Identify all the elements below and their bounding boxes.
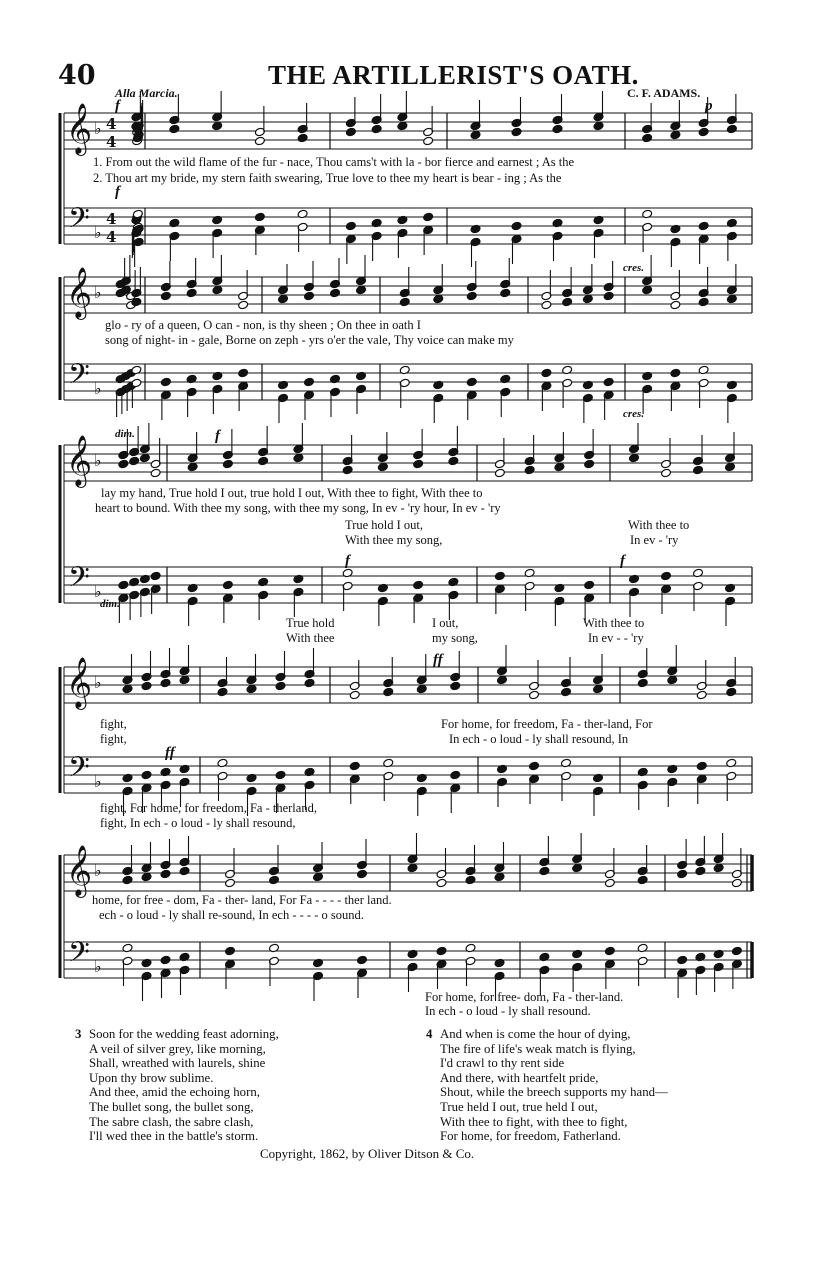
lyrics-bass-line6: In ev - - 'ry bbox=[588, 631, 644, 645]
note-head bbox=[217, 687, 228, 697]
lyrics-bass-line1: True hold bbox=[286, 616, 335, 630]
verse-4-number: 4 bbox=[426, 1027, 433, 1041]
time-signature: 4 bbox=[106, 115, 117, 133]
dynamic-dim: dim. bbox=[115, 428, 135, 440]
note-head bbox=[141, 770, 152, 780]
verse-4-block bbox=[426, 1027, 668, 1144]
note-head bbox=[554, 462, 565, 472]
note-head bbox=[345, 221, 356, 231]
note-head bbox=[269, 875, 280, 885]
note-head bbox=[139, 453, 150, 463]
lyrics-bass-s4-line1: fight, For home, for freedom, Fa - therland, bbox=[100, 801, 317, 815]
note-head bbox=[238, 368, 249, 378]
dynamic-forte: f bbox=[620, 553, 625, 569]
note-head bbox=[670, 300, 681, 310]
note-head bbox=[275, 770, 286, 780]
note-head bbox=[731, 946, 742, 956]
note-head bbox=[304, 291, 315, 301]
lyrics-verse1-system5: home, for free - dom, Fa - ther- land, For Fa - - - - ther land. bbox=[92, 893, 392, 907]
dynamic-dim: dim. bbox=[100, 598, 120, 610]
note-head bbox=[450, 681, 461, 691]
note-head bbox=[494, 468, 505, 478]
lyrics-verse1-system2: glo - ry of a queen, O can - non, is thy sheen ; On thee in oath I bbox=[105, 318, 421, 332]
note-head bbox=[222, 459, 233, 469]
dynamic-fortissimo: ff bbox=[433, 652, 443, 668]
note-head bbox=[604, 946, 615, 956]
note-head bbox=[423, 212, 434, 222]
treble-clef-icon: 𝄞 bbox=[66, 845, 93, 896]
note-head bbox=[552, 124, 563, 134]
dynamic-piano: p bbox=[705, 98, 713, 114]
dynamic-forte: f bbox=[345, 553, 350, 569]
note-head bbox=[584, 580, 595, 590]
note-head bbox=[186, 288, 197, 298]
note-head bbox=[342, 465, 353, 475]
verse-line: And there, with heartfelt pride, bbox=[440, 1070, 599, 1085]
note-head bbox=[562, 297, 573, 307]
verse-line: And thee, amid the echoing horn, bbox=[89, 1085, 260, 1100]
note-head bbox=[500, 288, 511, 298]
verse-line: The fire of life's weak match is flying, bbox=[440, 1041, 636, 1056]
note-head bbox=[238, 300, 249, 310]
note-head bbox=[593, 684, 604, 694]
verse-line: And when is come the hour of dying, bbox=[440, 1027, 631, 1041]
note-head bbox=[297, 133, 308, 143]
verse-line: Upon thy brow sublime. bbox=[89, 1070, 214, 1085]
note-head bbox=[698, 221, 709, 231]
flat-sign-icon: ♭ bbox=[94, 957, 102, 976]
note-head bbox=[179, 675, 190, 685]
note-head bbox=[293, 453, 304, 463]
tempo-marking: Alla Marcia. bbox=[115, 86, 178, 100]
lyrics-verse1-system3: lay my hand, True hold I out, true hold I out, With thee to fight, With thee to bbox=[101, 486, 483, 500]
note-head bbox=[494, 872, 505, 882]
note-head bbox=[731, 878, 742, 888]
note-head bbox=[604, 878, 615, 888]
note-head bbox=[466, 291, 477, 301]
verse-3-block bbox=[75, 1027, 279, 1144]
bass-clef-icon: 𝄢 bbox=[68, 936, 90, 976]
treble-clef-icon: 𝄞 bbox=[66, 435, 93, 486]
verse-line: The sabre clash, the sabre clash, bbox=[89, 1114, 254, 1129]
note-head bbox=[661, 468, 672, 478]
note-head bbox=[160, 377, 171, 387]
verse-line: Shall, wreathed with laurels, shine bbox=[89, 1056, 266, 1071]
note-head bbox=[122, 684, 133, 694]
bass-clef-icon: 𝄢 bbox=[68, 561, 90, 601]
note-head bbox=[357, 955, 368, 965]
note-head bbox=[642, 133, 653, 143]
lyrics-upper-fight1: fight, bbox=[100, 717, 127, 731]
note-head bbox=[160, 678, 171, 688]
verse-3-lines bbox=[89, 1027, 279, 1144]
lyrics-alto-line3: With thee to bbox=[628, 518, 690, 532]
note-head bbox=[330, 288, 341, 298]
note-head bbox=[511, 221, 522, 231]
lyrics-verse2-system5: ech - o loud - ly shall re-sound, In ech - - - - o sound. bbox=[99, 908, 364, 922]
verse-line: With thee to fight, with thee to fight, bbox=[440, 1114, 628, 1129]
note-head bbox=[423, 136, 434, 146]
note-head bbox=[413, 459, 424, 469]
note-head bbox=[725, 462, 736, 472]
note-head bbox=[222, 580, 233, 590]
treble-clef-icon: 𝄞 bbox=[66, 103, 93, 154]
flat-sign-icon: ♭ bbox=[94, 673, 102, 692]
dynamic-cres: cres. bbox=[623, 408, 645, 420]
note-head bbox=[670, 130, 681, 140]
lyrics-upper-fight2: fight, bbox=[100, 732, 127, 746]
note-head bbox=[377, 462, 388, 472]
note-head bbox=[212, 285, 223, 295]
lyrics-soprano-line2: In ech - o loud - ly shall resound, In bbox=[449, 732, 629, 746]
note-head bbox=[246, 684, 257, 694]
dynamic-forte: f bbox=[115, 184, 120, 200]
note-head bbox=[695, 866, 706, 876]
note-head bbox=[397, 121, 408, 131]
note-head bbox=[637, 678, 648, 688]
page-number: 40 bbox=[58, 60, 96, 91]
lyrics-alto-line2: With thee my song, bbox=[345, 533, 443, 547]
note-head bbox=[529, 761, 540, 771]
note-head bbox=[179, 866, 190, 876]
note-head bbox=[141, 681, 152, 691]
note-head bbox=[637, 875, 648, 885]
lyrics-verse1-system1: 1. From out the wild flame of the fur - nace, Thou cams't with la - bor fierce and earnest ; As the bbox=[93, 155, 575, 169]
note-head bbox=[399, 297, 410, 307]
note-head bbox=[642, 285, 653, 295]
note-head bbox=[118, 459, 129, 469]
lyrics-alto-line1: True hold I out, bbox=[345, 518, 424, 532]
note-head bbox=[726, 687, 737, 697]
note-head bbox=[169, 124, 180, 134]
note-head bbox=[416, 684, 427, 694]
dynamic-forte: f bbox=[215, 428, 220, 444]
time-signature: 4 bbox=[106, 133, 117, 151]
note-head bbox=[511, 127, 522, 137]
note-head bbox=[603, 291, 614, 301]
flat-sign-icon: ♭ bbox=[94, 582, 102, 601]
verse-4-lines bbox=[440, 1027, 668, 1144]
lyrics-bass-s5-line1: For home, for free- dom, Fa - ther-land. bbox=[425, 990, 624, 1004]
note-head bbox=[349, 761, 360, 771]
verse-line: For home, for freedom, Fatherland. bbox=[440, 1129, 621, 1144]
note-head bbox=[539, 866, 550, 876]
note-head bbox=[304, 678, 315, 688]
dynamic-cres: cres. bbox=[623, 262, 645, 274]
verse-line: I'll wed thee in the battle's storm. bbox=[89, 1129, 259, 1144]
note-head bbox=[313, 872, 324, 882]
lyrics-bass-s5-line2: In ech - o loud - ly shall resound. bbox=[425, 1004, 591, 1018]
treble-clef-icon: 𝄞 bbox=[66, 657, 93, 708]
note-head bbox=[698, 297, 709, 307]
note-head bbox=[436, 946, 447, 956]
note-head bbox=[448, 456, 459, 466]
dynamic-fortissimo: ff bbox=[165, 745, 175, 761]
verse-line: True held I out, true held I out, bbox=[440, 1099, 598, 1114]
note-head bbox=[593, 121, 604, 131]
composer-name: C. F. ADAMS. bbox=[627, 86, 701, 100]
note-head bbox=[698, 127, 709, 137]
lyrics-alto-line4: In ev - 'ry bbox=[630, 533, 679, 547]
copyright-notice: Copyright, 1862, by Oliver Ditson & Co. bbox=[260, 1146, 475, 1161]
flat-sign-icon: ♭ bbox=[94, 119, 102, 138]
note-head bbox=[677, 869, 688, 879]
note-head bbox=[254, 136, 265, 146]
note-head bbox=[160, 869, 171, 879]
note-head bbox=[212, 121, 223, 131]
note-head bbox=[670, 368, 681, 378]
note-head bbox=[561, 687, 572, 697]
note-head bbox=[278, 294, 289, 304]
lyrics-soprano-line1: For home, for freedom, Fa - ther-land, For bbox=[441, 717, 653, 731]
note-head bbox=[603, 377, 614, 387]
treble-clef-icon: 𝄞 bbox=[66, 267, 93, 318]
note-head bbox=[225, 878, 236, 888]
note-head bbox=[541, 368, 552, 378]
note-head bbox=[572, 863, 583, 873]
note-head bbox=[433, 294, 444, 304]
verse-line: A veil of silver grey, like morning, bbox=[89, 1041, 266, 1056]
lyrics-bass-line3: I out, bbox=[432, 616, 459, 630]
note-head bbox=[345, 127, 356, 137]
note-head bbox=[413, 580, 424, 590]
note-head bbox=[407, 863, 418, 873]
note-head bbox=[141, 872, 152, 882]
note-head bbox=[713, 863, 724, 873]
note-head bbox=[541, 300, 552, 310]
note-head bbox=[258, 456, 269, 466]
time-signature: 4 bbox=[106, 210, 117, 228]
note-head bbox=[470, 130, 481, 140]
verse-line: The bullet song, the bullet song, bbox=[89, 1099, 254, 1114]
note-head bbox=[629, 453, 640, 463]
note-head bbox=[465, 875, 476, 885]
lyrics-bass-s4-line2: fight, In ech - o loud - ly shall resound, bbox=[100, 816, 296, 830]
note-head bbox=[436, 878, 447, 888]
note-head bbox=[371, 124, 382, 134]
flat-sign-icon: ♭ bbox=[94, 772, 102, 791]
note-head bbox=[529, 690, 540, 700]
note-head bbox=[497, 675, 508, 685]
note-head bbox=[584, 459, 595, 469]
note-head bbox=[160, 955, 171, 965]
lyrics-bass-line2: With thee bbox=[286, 631, 335, 645]
bass-clef-icon: 𝄢 bbox=[68, 358, 90, 398]
note-head bbox=[150, 571, 161, 581]
note-head bbox=[661, 571, 672, 581]
note-head bbox=[450, 770, 461, 780]
note-head bbox=[696, 690, 707, 700]
note-head bbox=[356, 285, 367, 295]
note-head bbox=[275, 681, 286, 691]
note-head bbox=[693, 465, 704, 475]
note-head bbox=[696, 761, 707, 771]
lyrics-verse2-system1: 2. Thou art my bride, my stern faith swearing, True love to thee my heart is bear - ing ; As the bbox=[93, 171, 562, 185]
note-head bbox=[726, 124, 737, 134]
note-head bbox=[160, 291, 171, 301]
note-head bbox=[677, 955, 688, 965]
lyrics-verse2-system2: song of night- in - gale, Borne on zeph - yrs o'er the vale, Thy voice can make my bbox=[105, 333, 514, 347]
note-head bbox=[254, 212, 265, 222]
note-head bbox=[349, 690, 360, 700]
lyrics-bass-line4: my song, bbox=[432, 631, 478, 645]
note-head bbox=[150, 468, 161, 478]
note-head bbox=[129, 456, 140, 466]
note-head bbox=[726, 294, 737, 304]
lyrics-bass-line5: With thee to bbox=[583, 616, 645, 630]
verse-line: Soon for the wedding feast adorning, bbox=[89, 1027, 279, 1041]
note-head bbox=[187, 462, 198, 472]
note-head bbox=[466, 377, 477, 387]
song-title: THE ARTILLERIST'S OATH. bbox=[268, 60, 639, 90]
note-head bbox=[357, 869, 368, 879]
note-head bbox=[304, 377, 315, 387]
verse-line: Shout, while the breech supports my hand— bbox=[440, 1085, 668, 1100]
verse-line: I'd crawl to thy rent side bbox=[440, 1056, 565, 1071]
dynamic-forte: f bbox=[115, 98, 120, 114]
verse-3-number: 3 bbox=[75, 1027, 82, 1041]
flat-sign-icon: ♭ bbox=[94, 861, 102, 880]
bass-clef-icon: 𝄢 bbox=[68, 751, 90, 791]
flat-sign-icon: ♭ bbox=[94, 283, 102, 302]
time-signature: 4 bbox=[106, 228, 117, 246]
note-head bbox=[582, 294, 593, 304]
note-head bbox=[667, 675, 678, 685]
note-head bbox=[118, 580, 129, 590]
flat-sign-icon: ♭ bbox=[94, 379, 102, 398]
lyrics-verse2-system3: heart to bound. With thee my song, with thee my song, In ev - 'ry hour, In ev - 'ry bbox=[95, 501, 501, 515]
note-head bbox=[225, 946, 236, 956]
note-head bbox=[383, 687, 394, 697]
note-head bbox=[524, 465, 535, 475]
note-head bbox=[494, 571, 505, 581]
note-head bbox=[122, 875, 133, 885]
bass-clef-icon: 𝄢 bbox=[68, 202, 90, 242]
flat-sign-icon: ♭ bbox=[94, 451, 102, 470]
flat-sign-icon: ♭ bbox=[94, 223, 102, 242]
